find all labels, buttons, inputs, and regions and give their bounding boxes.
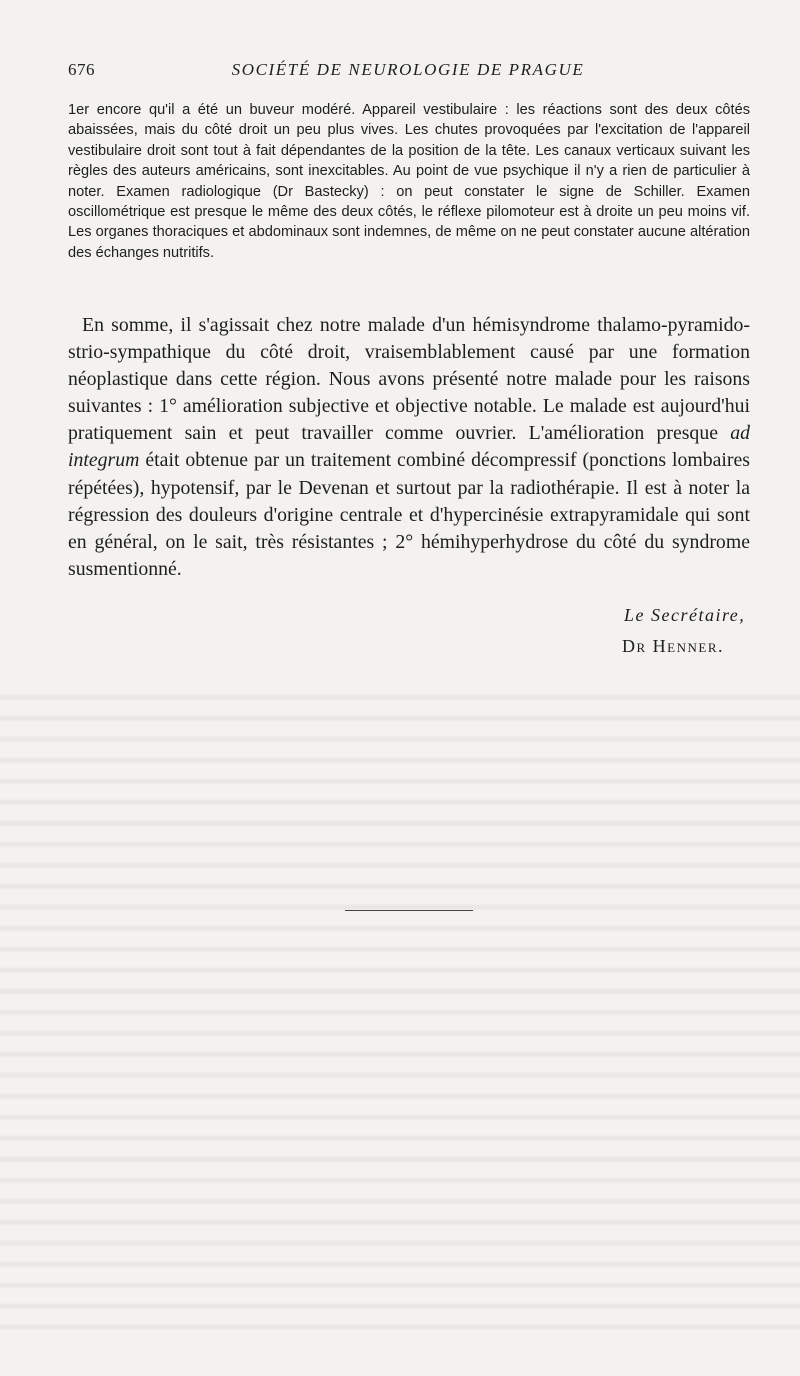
case-report-paragraph: [68, 100, 750, 263]
case-report-text: 1er encore qu'il a été un buveur modéré. Appareil vestibulaire : les réactions sont des deux côtés abaissées, mais du côté droit un peu plus vives. Les chutes provoquées par l'excitation de l'appareil vestibulaire droit sont tout à fait dépendantes de la position de la tête. Les canaux verticaux suivant les règles des auteurs américains, sont inexcitables. Au point de vue psychique il n'y a rien de particulier à noter. Examen radiologique (Dr Bastecky) : on peut constater le signe de Schiller. Examen oscillométrique est presque le même des deux côtés, le réflexe pilomoteur est à droite un peu moins vif. Les organes thoraciques et abdominaux sont indemnes, de même on ne peut constater aucune altération des échanges nutritifs.: [68, 102, 750, 261]
show-through-texture: [0, 680, 800, 1330]
conclusion-italic-phrase: ad integrum: [68, 422, 750, 472]
signature-title: Le Secrétaire,: [624, 605, 746, 625]
conclusion-text: [68, 312, 750, 583]
conclusion-text-part1: En somme, il s'agissait chez notre malade d'un hémisyndrome thalamo-pyramido-strio-sympathique du côté droit, vraisemblablement causé par une formation néoplastique dans cette région. Nous avons présenté notre malade pour les raisons suivantes : 1° amélioration subjective et objective notable. Le malade est aujourd'hui pratiquement sain et peut travailler comme ouvrier. L'amélioration presque: [68, 314, 750, 445]
conclusion-paragraph: [68, 312, 750, 583]
end-of-section-rule: [345, 910, 473, 911]
conclusion-text-part2: était obtenue par un traitement combiné décompressif (ponctions lombaires répétées), hypotensif, par le Devenan et surtout par la radiothérapie. Il est à noter la régression des douleurs d'origine centrale et d'hypercinésie extrapyramidale qui sont en général, on le sait, très résistantes ; 2° hémihyperhydrose du côté du syndrome susmentionné.: [68, 449, 750, 580]
signature-name: Dr Henner.: [622, 636, 724, 656]
running-title: SOCIÉTÉ DE NEUROLOGIE DE PRAGUE: [231, 60, 585, 79]
page-number: 676: [68, 60, 95, 79]
page-header: [68, 60, 748, 84]
